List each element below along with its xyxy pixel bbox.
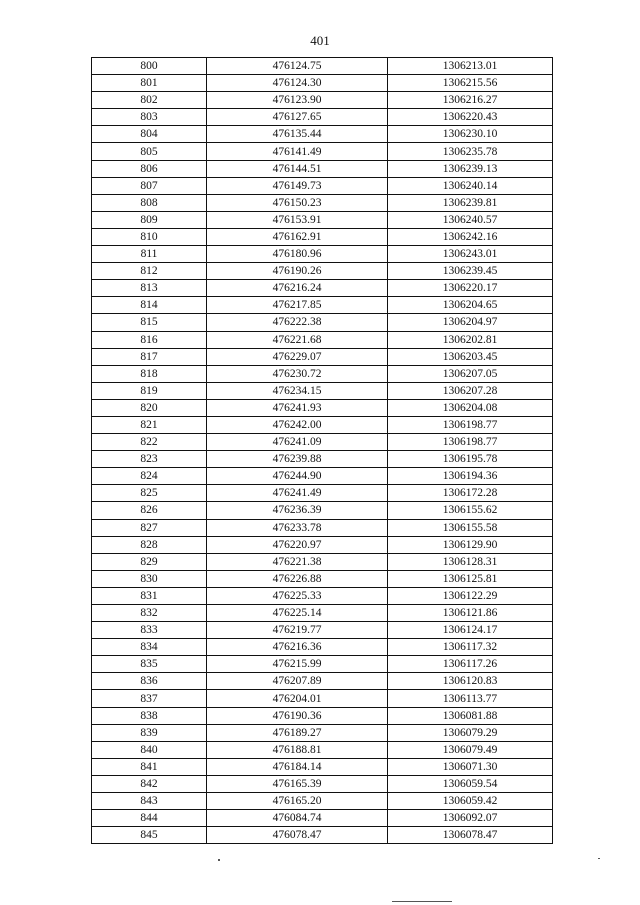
y-coordinate-cell: 1306124.17 [388,622,553,639]
table-row [92,570,553,587]
table-row [92,502,553,519]
point-number-cell: 812 [92,263,207,280]
point-number-cell: 838 [92,707,207,724]
y-coordinate-cell: 1306079.29 [388,724,553,741]
x-coordinate-cell: 476180.96 [207,246,388,263]
table-row [92,194,553,211]
x-coordinate-cell: 476078.47 [207,827,388,844]
x-coordinate-cell: 476207.89 [207,673,388,690]
y-coordinate-cell: 1306204.08 [388,399,553,416]
table-row [92,741,553,758]
y-coordinate-cell: 1306235.78 [388,143,553,160]
table-row [92,399,553,416]
x-coordinate-cell: 476230.72 [207,365,388,382]
point-number-cell: 815 [92,314,207,331]
point-number-cell: 821 [92,416,207,433]
table-row [92,382,553,399]
table-row [92,126,553,143]
x-coordinate-cell: 476219.77 [207,622,388,639]
y-coordinate-cell: 1306207.05 [388,365,553,382]
point-number-cell: 845 [92,827,207,844]
y-coordinate-cell: 1306125.81 [388,570,553,587]
point-number-cell: 826 [92,502,207,519]
table-row [92,656,553,673]
point-number-cell: 828 [92,536,207,553]
point-number-cell: 823 [92,451,207,468]
point-number-cell: 805 [92,143,207,160]
point-number-cell: 806 [92,160,207,177]
table-row [92,297,553,314]
y-coordinate-cell: 1306204.97 [388,314,553,331]
x-coordinate-cell: 476084.74 [207,810,388,827]
table-row [92,758,553,775]
y-coordinate-cell: 1306092.07 [388,810,553,827]
y-coordinate-cell: 1306215.56 [388,75,553,92]
y-coordinate-cell: 1306220.17 [388,280,553,297]
x-coordinate-cell: 476216.24 [207,280,388,297]
y-coordinate-cell: 1306220.43 [388,109,553,126]
point-number-cell: 827 [92,519,207,536]
point-number-cell: 842 [92,775,207,792]
x-coordinate-cell: 476220.97 [207,536,388,553]
x-coordinate-cell: 476242.00 [207,416,388,433]
x-coordinate-cell: 476226.88 [207,570,388,587]
y-coordinate-cell: 1306239.81 [388,194,553,211]
table-row [92,775,553,792]
y-coordinate-cell: 1306081.88 [388,707,553,724]
table-row [92,263,553,280]
point-number-cell: 829 [92,553,207,570]
point-number-cell: 844 [92,810,207,827]
y-coordinate-cell: 1306059.42 [388,793,553,810]
y-coordinate-cell: 1306198.77 [388,416,553,433]
x-coordinate-cell: 476204.01 [207,690,388,707]
x-coordinate-cell: 476184.14 [207,758,388,775]
x-coordinate-cell: 476149.73 [207,177,388,194]
y-coordinate-cell: 1306203.45 [388,348,553,365]
x-coordinate-cell: 476239.88 [207,451,388,468]
table-row [92,331,553,348]
table-row [92,365,553,382]
table-row [92,109,553,126]
y-coordinate-cell: 1306078.47 [388,827,553,844]
table-row [92,639,553,656]
x-coordinate-cell: 476244.90 [207,468,388,485]
y-coordinate-cell: 1306121.86 [388,605,553,622]
table-row [92,587,553,604]
y-coordinate-cell: 1306230.10 [388,126,553,143]
point-number-cell: 825 [92,485,207,502]
table-row [92,605,553,622]
x-coordinate-cell: 476217.85 [207,297,388,314]
point-number-cell: 817 [92,348,207,365]
table-row [92,827,553,844]
x-coordinate-cell: 476189.27 [207,724,388,741]
x-coordinate-cell: 476153.91 [207,211,388,228]
x-coordinate-cell: 476124.30 [207,75,388,92]
point-number-cell: 832 [92,605,207,622]
point-number-cell: 840 [92,741,207,758]
y-coordinate-cell: 1306243.01 [388,246,553,263]
table-row [92,314,553,331]
y-coordinate-cell: 1306128.31 [388,553,553,570]
x-coordinate-cell: 476124.75 [207,58,388,75]
table-row [92,177,553,194]
table-row [92,143,553,160]
x-coordinate-cell: 476165.39 [207,775,388,792]
y-coordinate-cell: 1306079.49 [388,741,553,758]
y-coordinate-cell: 1306242.16 [388,228,553,245]
page-number: 401 [310,33,330,48]
point-number-cell: 839 [92,724,207,741]
x-coordinate-cell: 476123.90 [207,92,388,109]
y-coordinate-cell: 1306117.32 [388,639,553,656]
table-row [92,690,553,707]
table-row [92,553,553,570]
point-number-cell: 818 [92,365,207,382]
table-row [92,280,553,297]
y-coordinate-cell: 1306239.13 [388,160,553,177]
point-number-cell: 813 [92,280,207,297]
x-coordinate-cell: 476144.51 [207,160,388,177]
point-number-cell: 830 [92,570,207,587]
table-row [92,536,553,553]
point-number-cell: 819 [92,382,207,399]
x-coordinate-cell: 476162.91 [207,228,388,245]
y-coordinate-cell: 1306122.29 [388,587,553,604]
y-coordinate-cell: 1306213.01 [388,58,553,75]
point-number-cell: 831 [92,587,207,604]
scan-speck [218,859,220,861]
x-coordinate-cell: 476150.23 [207,194,388,211]
y-coordinate-cell: 1306155.62 [388,502,553,519]
x-coordinate-cell: 476190.36 [207,707,388,724]
scan-speck [598,858,600,859]
point-number-cell: 843 [92,793,207,810]
y-coordinate-cell: 1306202.81 [388,331,553,348]
table-row [92,58,553,75]
x-coordinate-cell: 476165.20 [207,793,388,810]
table-row [92,707,553,724]
x-coordinate-cell: 476229.07 [207,348,388,365]
coordinates-table [91,57,553,844]
x-coordinate-cell: 476236.39 [207,502,388,519]
table-row [92,451,553,468]
table-row [92,92,553,109]
table-row [92,434,553,451]
y-coordinate-cell: 1306117.26 [388,656,553,673]
y-coordinate-cell: 1306059.54 [388,775,553,792]
table-row [92,519,553,536]
table-row [92,468,553,485]
x-coordinate-cell: 476241.93 [207,399,388,416]
y-coordinate-cell: 1306240.57 [388,211,553,228]
point-number-cell: 809 [92,211,207,228]
table-row [92,810,553,827]
point-number-cell: 820 [92,399,207,416]
point-number-cell: 800 [92,58,207,75]
point-number-cell: 816 [92,331,207,348]
y-coordinate-cell: 1306239.45 [388,263,553,280]
x-coordinate-cell: 476225.33 [207,587,388,604]
x-coordinate-cell: 476241.49 [207,485,388,502]
point-number-cell: 822 [92,434,207,451]
point-number-cell: 835 [92,656,207,673]
x-coordinate-cell: 476190.26 [207,263,388,280]
y-coordinate-cell: 1306120.83 [388,673,553,690]
y-coordinate-cell: 1306113.77 [388,690,553,707]
table-row [92,673,553,690]
x-coordinate-cell: 476222.38 [207,314,388,331]
x-coordinate-cell: 476234.15 [207,382,388,399]
table-row [92,622,553,639]
table-row [92,724,553,741]
table-row [92,160,553,177]
y-coordinate-cell: 1306172.28 [388,485,553,502]
x-coordinate-cell: 476221.38 [207,553,388,570]
point-number-cell: 836 [92,673,207,690]
point-number-cell: 834 [92,639,207,656]
point-number-cell: 833 [92,622,207,639]
table-row [92,75,553,92]
table-row [92,416,553,433]
point-number-cell: 802 [92,92,207,109]
x-coordinate-cell: 476141.49 [207,143,388,160]
y-coordinate-cell: 1306129.90 [388,536,553,553]
x-coordinate-cell: 476215.99 [207,656,388,673]
x-coordinate-cell: 476233.78 [207,519,388,536]
point-number-cell: 814 [92,297,207,314]
y-coordinate-cell: 1306194.36 [388,468,553,485]
table-row [92,211,553,228]
point-number-cell: 837 [92,690,207,707]
point-number-cell: 811 [92,246,207,263]
coordinates-table-body [92,58,553,844]
x-coordinate-cell: 476127.65 [207,109,388,126]
point-number-cell: 810 [92,228,207,245]
y-coordinate-cell: 1306204.65 [388,297,553,314]
table-row [92,348,553,365]
x-coordinate-cell: 476241.09 [207,434,388,451]
y-coordinate-cell: 1306216.27 [388,92,553,109]
scan-speck [392,901,452,902]
table-row [92,793,553,810]
x-coordinate-cell: 476188.81 [207,741,388,758]
point-number-cell: 824 [92,468,207,485]
point-number-cell: 803 [92,109,207,126]
point-number-cell: 807 [92,177,207,194]
x-coordinate-cell: 476135.44 [207,126,388,143]
point-number-cell: 804 [92,126,207,143]
table-row [92,246,553,263]
x-coordinate-cell: 476225.14 [207,605,388,622]
point-number-cell: 841 [92,758,207,775]
table-row [92,228,553,245]
y-coordinate-cell: 1306198.77 [388,434,553,451]
y-coordinate-cell: 1306155.58 [388,519,553,536]
point-number-cell: 801 [92,75,207,92]
x-coordinate-cell: 476216.36 [207,639,388,656]
point-number-cell: 808 [92,194,207,211]
y-coordinate-cell: 1306195.78 [388,451,553,468]
x-coordinate-cell: 476221.68 [207,331,388,348]
y-coordinate-cell: 1306240.14 [388,177,553,194]
table-row [92,485,553,502]
y-coordinate-cell: 1306207.28 [388,382,553,399]
y-coordinate-cell: 1306071.30 [388,758,553,775]
